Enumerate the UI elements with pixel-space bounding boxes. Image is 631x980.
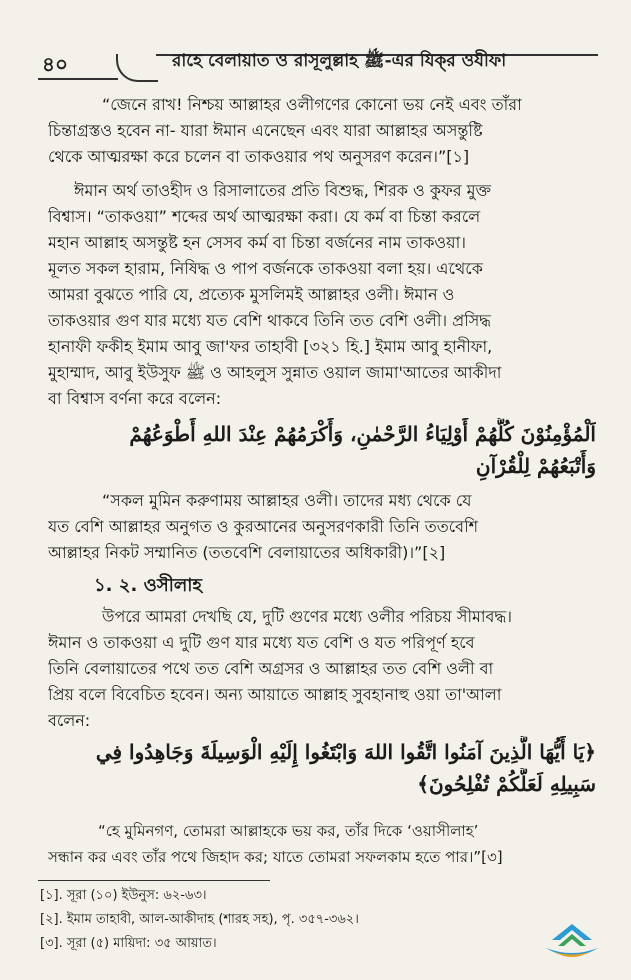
text-line: উপরে আমরা দেখছি যে, দুটি গুণের মধ্যে ওলীর পরিচয় সীমাবদ্ধ। bbox=[102, 607, 512, 626]
publisher-logo-icon bbox=[540, 920, 604, 964]
text-line: মূলত সকল হারাম, নিষিদ্ধ ও পাপ বর্জনকে তাকওয়া বলা হয়। এথেকে bbox=[48, 259, 483, 278]
arabic-line: ﴿يَا أَيُّهَا الَّذِينَ آمَنُوا اتَّقُوا اللهَ وَابْتَغُوا إِلَيْهِ الْوَسِيلَةَ وَجَاهِدُوا فِي bbox=[95, 740, 596, 764]
text-line: “জেনে রাখ! নিশ্চয় আল্লাহর ওলীগণের কোনো ভয় নেই এবং তাঁরা bbox=[102, 95, 522, 114]
text-line: থেকে আত্মরক্ষা করে চলেন বা তাকওয়ার পথ অনুসরণ করেন।”[১] bbox=[48, 147, 470, 166]
text-line: তিনি বেলায়াতের পথে তত বেশি অগ্রসর ও আল্লাহর তত বেশি ওলী বা bbox=[48, 659, 494, 678]
paragraph-1 bbox=[48, 92, 594, 170]
text-line: সন্ধান কর এবং তাঁর পথে জিহাদ কর; যাতে তোমরা সফলকাম হতে পার।”[৩] bbox=[48, 848, 503, 866]
text-line: ঈমান অর্থ তাওহীদ ও রিসালাতের প্রতি বিশুদ্ধ, শিরক ও কুফর মুক্ত bbox=[74, 181, 492, 200]
arabic-quote-2 bbox=[70, 736, 596, 800]
text-line: ঈমান ও তাকওয়া এ দুটি গুণ যার মধ্যে যত বেশি ও যত পরিপূর্ণ হবে bbox=[48, 633, 475, 652]
header-rule-left bbox=[38, 78, 118, 80]
paragraph-4 bbox=[48, 604, 594, 734]
text-line: মহান আল্লাহ অসন্তুষ্ট হন সেসব কর্ম বা চিন্তা বর্জনের নাম তাকওয়া। bbox=[48, 233, 466, 252]
header-rule-curve bbox=[116, 54, 158, 82]
text-line: আল্লাহর নিকট সম্মানিত (ততবেশি বেলায়াতের অধিকারী)।”[২] bbox=[48, 543, 446, 562]
running-title: রাহে বেলায়াত ও রাসূলুল্লাহ ﷺ-এর যিক্‌র ওযীফা bbox=[172, 51, 507, 71]
text-line: চিন্তাগ্রস্তও হবেন না- যারা ঈমান এনেছেন এবং যারা আল্লাহর অসন্তুষ্টি bbox=[48, 121, 483, 140]
footnote-1: [১]. সূরা (১০) ইউনুস: ৬২-৬৩। bbox=[40, 888, 207, 903]
footnotes bbox=[40, 884, 359, 956]
text-line: বিশ্বাস। “তাকওয়া” শব্দের অর্থ আত্মরক্ষা করা। যে কর্ম বা চিন্তা করলে bbox=[48, 207, 481, 226]
paragraph-5 bbox=[48, 818, 594, 870]
paragraph-2 bbox=[48, 178, 594, 412]
arabic-quote-1 bbox=[70, 418, 596, 482]
text-line: হানাফী ফকীহ ইমাম আবু জা'ফর তাহাবী [৩২১ হি.] ইমাম আবু হানীফা, bbox=[48, 337, 493, 356]
arabic-line: اَلْمُؤْمِنُوْنَ كُلُّهُمْ أَوْلِيَاءُ الرَّحْمٰنِ، وَأَكْرَمُهُمْ عِنْدَ اللهِ أَطْوَعُهُمْ bbox=[129, 422, 596, 446]
text-line: মুহাম্মাদ, আবু ইউসুফ ﷺ ও আহলুস সুন্নাত ওয়াল জামা'আতের আকীদা bbox=[48, 363, 502, 382]
paragraph-3 bbox=[48, 488, 594, 566]
text-line: প্রিয় বলে বিবেচিত হবেন। অন্য আয়াতে আল্লাহ সুবহানাহু ওয়া তা'আলা bbox=[48, 685, 502, 704]
text-line: বলেন: bbox=[48, 711, 91, 730]
arabic-line: وَأَتْبَعُهُمْ لِلْقُرْآنِ bbox=[475, 454, 596, 478]
text-line: বা বিশ্বাস বর্ণনা করে বলেন: bbox=[48, 389, 222, 408]
text-line: “হে মুমিনগণ, তোমরা আল্লাহকে ভয় কর, তাঁর দিকে ‘ওয়াসীলাহ’ bbox=[98, 822, 479, 840]
text-line: তাকওয়ার গুণ যার মধ্যে যত বেশি থাকবে তিনি তত বেশি ওলী। প্রসিদ্ধ bbox=[48, 311, 492, 330]
text-line: “সকল মুমিন করুণাময় আল্লাহর ওলী। তাদের মধ্য থেকে যে bbox=[102, 491, 472, 510]
arabic-line: سَبِيلِهِ لَعَلَّكُمْ تُفْلِحُونَ﴾ bbox=[417, 772, 596, 796]
footnote-2: [২]. ইমাম তাহাবী, আল-আকীদাহ (শারহ সহ), পৃ. ৩৫৭-৩৬২। bbox=[40, 912, 359, 927]
footnote-3: [৩]. সূরা (৫) মায়িদা: ৩৫ আয়াত। bbox=[40, 936, 217, 951]
section-heading: ১. ২. ওসীলাহ bbox=[94, 575, 202, 596]
footnote-divider bbox=[38, 880, 270, 881]
page-header bbox=[38, 44, 598, 84]
text-line: আমরা বুঝতে পারি যে, প্রত্যেক মুসলিমই আল্লাহর ওলী। ঈমান ও bbox=[48, 285, 455, 304]
text-line: যত বেশি আল্লাহর অনুগত ও কুরআনের অনুসরণকারী তিনি ততবেশি bbox=[48, 517, 479, 536]
page-number: ৪০ bbox=[42, 52, 68, 76]
